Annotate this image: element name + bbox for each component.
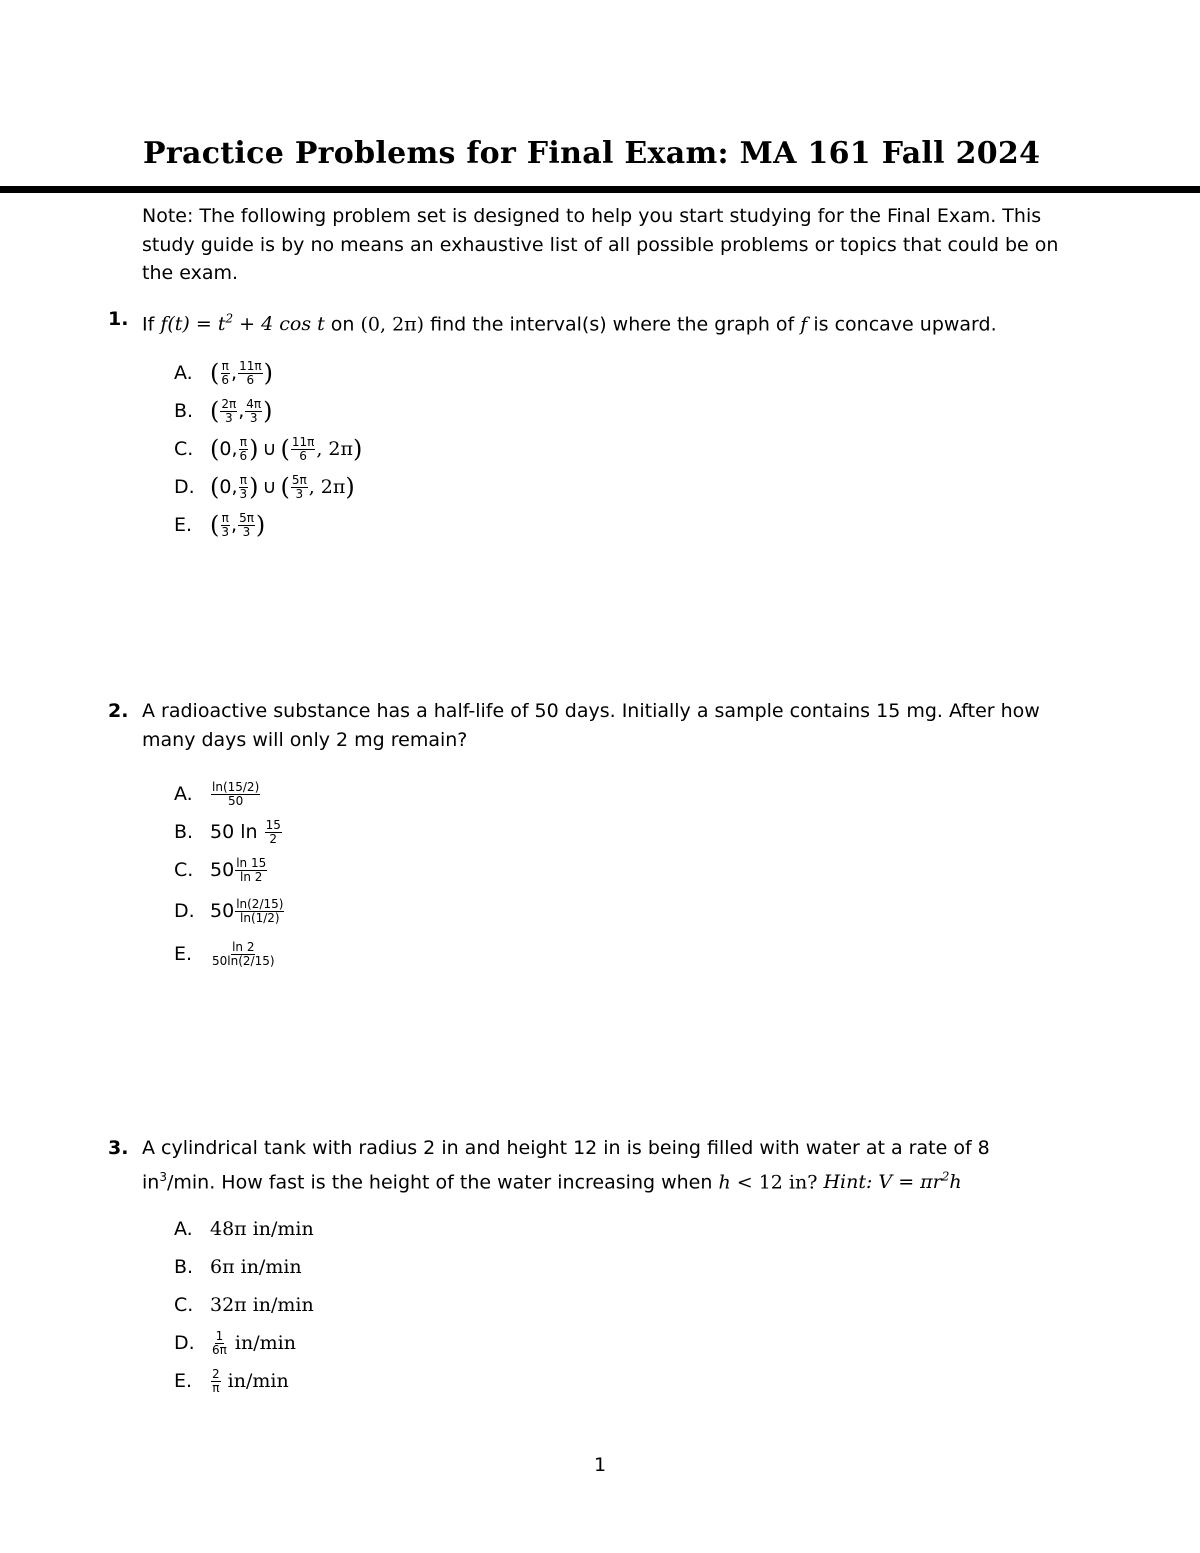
question-number: 3. <box>108 1137 129 1159</box>
choice-d[interactable]: D. $\frac{1}{6\pi}$ in/min <box>174 1328 296 1357</box>
study-note: Note: The following problem set is designed to help you start studying for the Final Exam. This study guide is by no means an exhaustive list of all possible problems or topics that could be on the exam. <box>142 205 1059 284</box>
fraction: $\frac{5\pi}{3}$ <box>239 510 254 539</box>
choice-label: C. <box>174 437 194 460</box>
choice-c[interactable]: C. 32π in/min <box>174 1287 314 1323</box>
stem-text: find the interval(s) where the graph of <box>424 313 801 336</box>
choice-label: B. <box>174 820 194 843</box>
choice-e[interactable]: E. ( $\frac{\pi}{3}$ , $\frac{5\pi}{3}$ ) <box>174 510 266 539</box>
choice-e[interactable]: E. $\frac{2}{\pi}$ in/min <box>174 1366 289 1395</box>
page-title: Practice Problems for Final Exam: MA 161 Fall 2024 <box>143 136 1041 171</box>
fraction: $\frac{2}{\pi}$ <box>212 1366 220 1395</box>
fraction: $\frac{15}{2}$ <box>265 817 281 846</box>
choice-c[interactable]: C. ( 0, $\frac{\pi}{6}$ ) ∪ ( $\frac{11\pi}{6}$ , 2π ) <box>174 434 363 463</box>
choice-label: E. <box>174 1369 193 1392</box>
page-number: 1 <box>593 1454 607 1476</box>
choice-label: D. <box>174 475 195 498</box>
hint-formula: Hint: $V = \pi r^2h$ <box>823 1169 962 1193</box>
choice-b[interactable]: B. 6π in/min <box>174 1249 302 1285</box>
domain-interval: (0, 2π) <box>360 313 425 336</box>
fraction: $\frac{\pi}{3}$ <box>221 510 230 539</box>
fraction: $\frac{\ln(2/15)}{\ln(1/2)}$ <box>236 896 284 925</box>
stem-text: on <box>324 313 361 336</box>
choice-label: A. <box>174 1217 193 1240</box>
choice-e[interactable] <box>174 936 277 972</box>
question-stem: A radioactive substance has a half-life of 50 days. Initially a sample contains 15 mg. After how many days will only 2 mg remain? <box>142 700 1040 751</box>
choice-label: D. <box>174 1331 195 1354</box>
choice-c[interactable]: C. 50 $\frac{\ln 15}{\ln 2}$ <box>174 855 267 884</box>
stem-text: If <box>142 313 161 336</box>
fraction: $\frac{\pi}{6}$ <box>221 358 230 387</box>
function-expression: $f(t) = t^2 + 4$ cos t <box>160 312 325 336</box>
question-2 <box>108 697 1068 968</box>
choice-label: C. <box>174 1293 194 1316</box>
question-stem <box>142 305 1068 339</box>
choice-label: E. <box>174 513 193 536</box>
question-1 <box>108 305 1068 539</box>
choice-a[interactable]: A. 48π in/min <box>174 1211 314 1247</box>
choice-a[interactable] <box>174 776 261 812</box>
fraction: $\frac{\ln 15}{\ln 2}$ <box>236 855 267 884</box>
question-stem: A cylindrical tank with radius 2 in and height 12 in is being filled with water at a rate of 8 $in^3/\min$. How fast is the height of the water increasing when h < 12 in? Hint: $V = \pi r^2h$ <box>142 1137 990 1193</box>
choice-b[interactable]: B. ( $\frac{2\pi}{3}$ , $\frac{4\pi}{3}$ ) <box>174 396 273 425</box>
choice-label: A. <box>174 361 193 384</box>
choice-label: B. <box>174 1255 194 1278</box>
stem-text: is concave upward. <box>807 313 997 336</box>
choice-a[interactable]: A. ( $\frac{\pi}{6}$ , $\frac{11\pi}{6}$ ) <box>174 358 273 387</box>
choice-d[interactable]: D. 50 $\frac{\ln(2/15)}{\ln(1/2)}$ <box>174 896 284 925</box>
fraction: $\frac{\pi}{6}$ <box>239 434 248 463</box>
fraction: $\frac{\ln(15/2)}{50}$ <box>212 779 260 808</box>
function-symbol: f <box>800 313 808 336</box>
fraction: $\frac{11\pi}{6}$ <box>239 358 262 387</box>
fraction: $\frac{11\pi}{6}$ <box>291 434 315 463</box>
choice-label: E. <box>174 942 193 965</box>
question-number: 2. <box>108 700 129 722</box>
title-rule <box>0 186 1200 193</box>
choice-label: A. <box>174 782 193 805</box>
fraction: $\frac{\ln 2}{50\ln(2/15)}$ <box>212 939 275 968</box>
choice-label: C. <box>174 858 194 881</box>
choice-b[interactable]: B. 50 ln $\frac{15}{2}$ <box>174 817 281 846</box>
choice-label: B. <box>174 399 194 422</box>
fraction: $\frac{2\pi}{3}$ <box>221 396 237 425</box>
question-3 <box>108 1134 1068 1395</box>
question-number: 1. <box>108 308 129 330</box>
fraction: $\frac{5\pi}{3}$ <box>291 472 307 501</box>
choice-d[interactable]: D. ( 0, $\frac{\pi}{3}$ ) ∪ ( $\frac{5\pi}{3}$ , 2π ) <box>174 472 355 501</box>
choice-label: D. <box>174 899 195 922</box>
fraction: $\frac{\pi}{3}$ <box>239 472 248 501</box>
fraction: $\frac{1}{6\pi}$ <box>212 1328 227 1357</box>
fraction: $\frac{4\pi}{3}$ <box>246 396 262 425</box>
